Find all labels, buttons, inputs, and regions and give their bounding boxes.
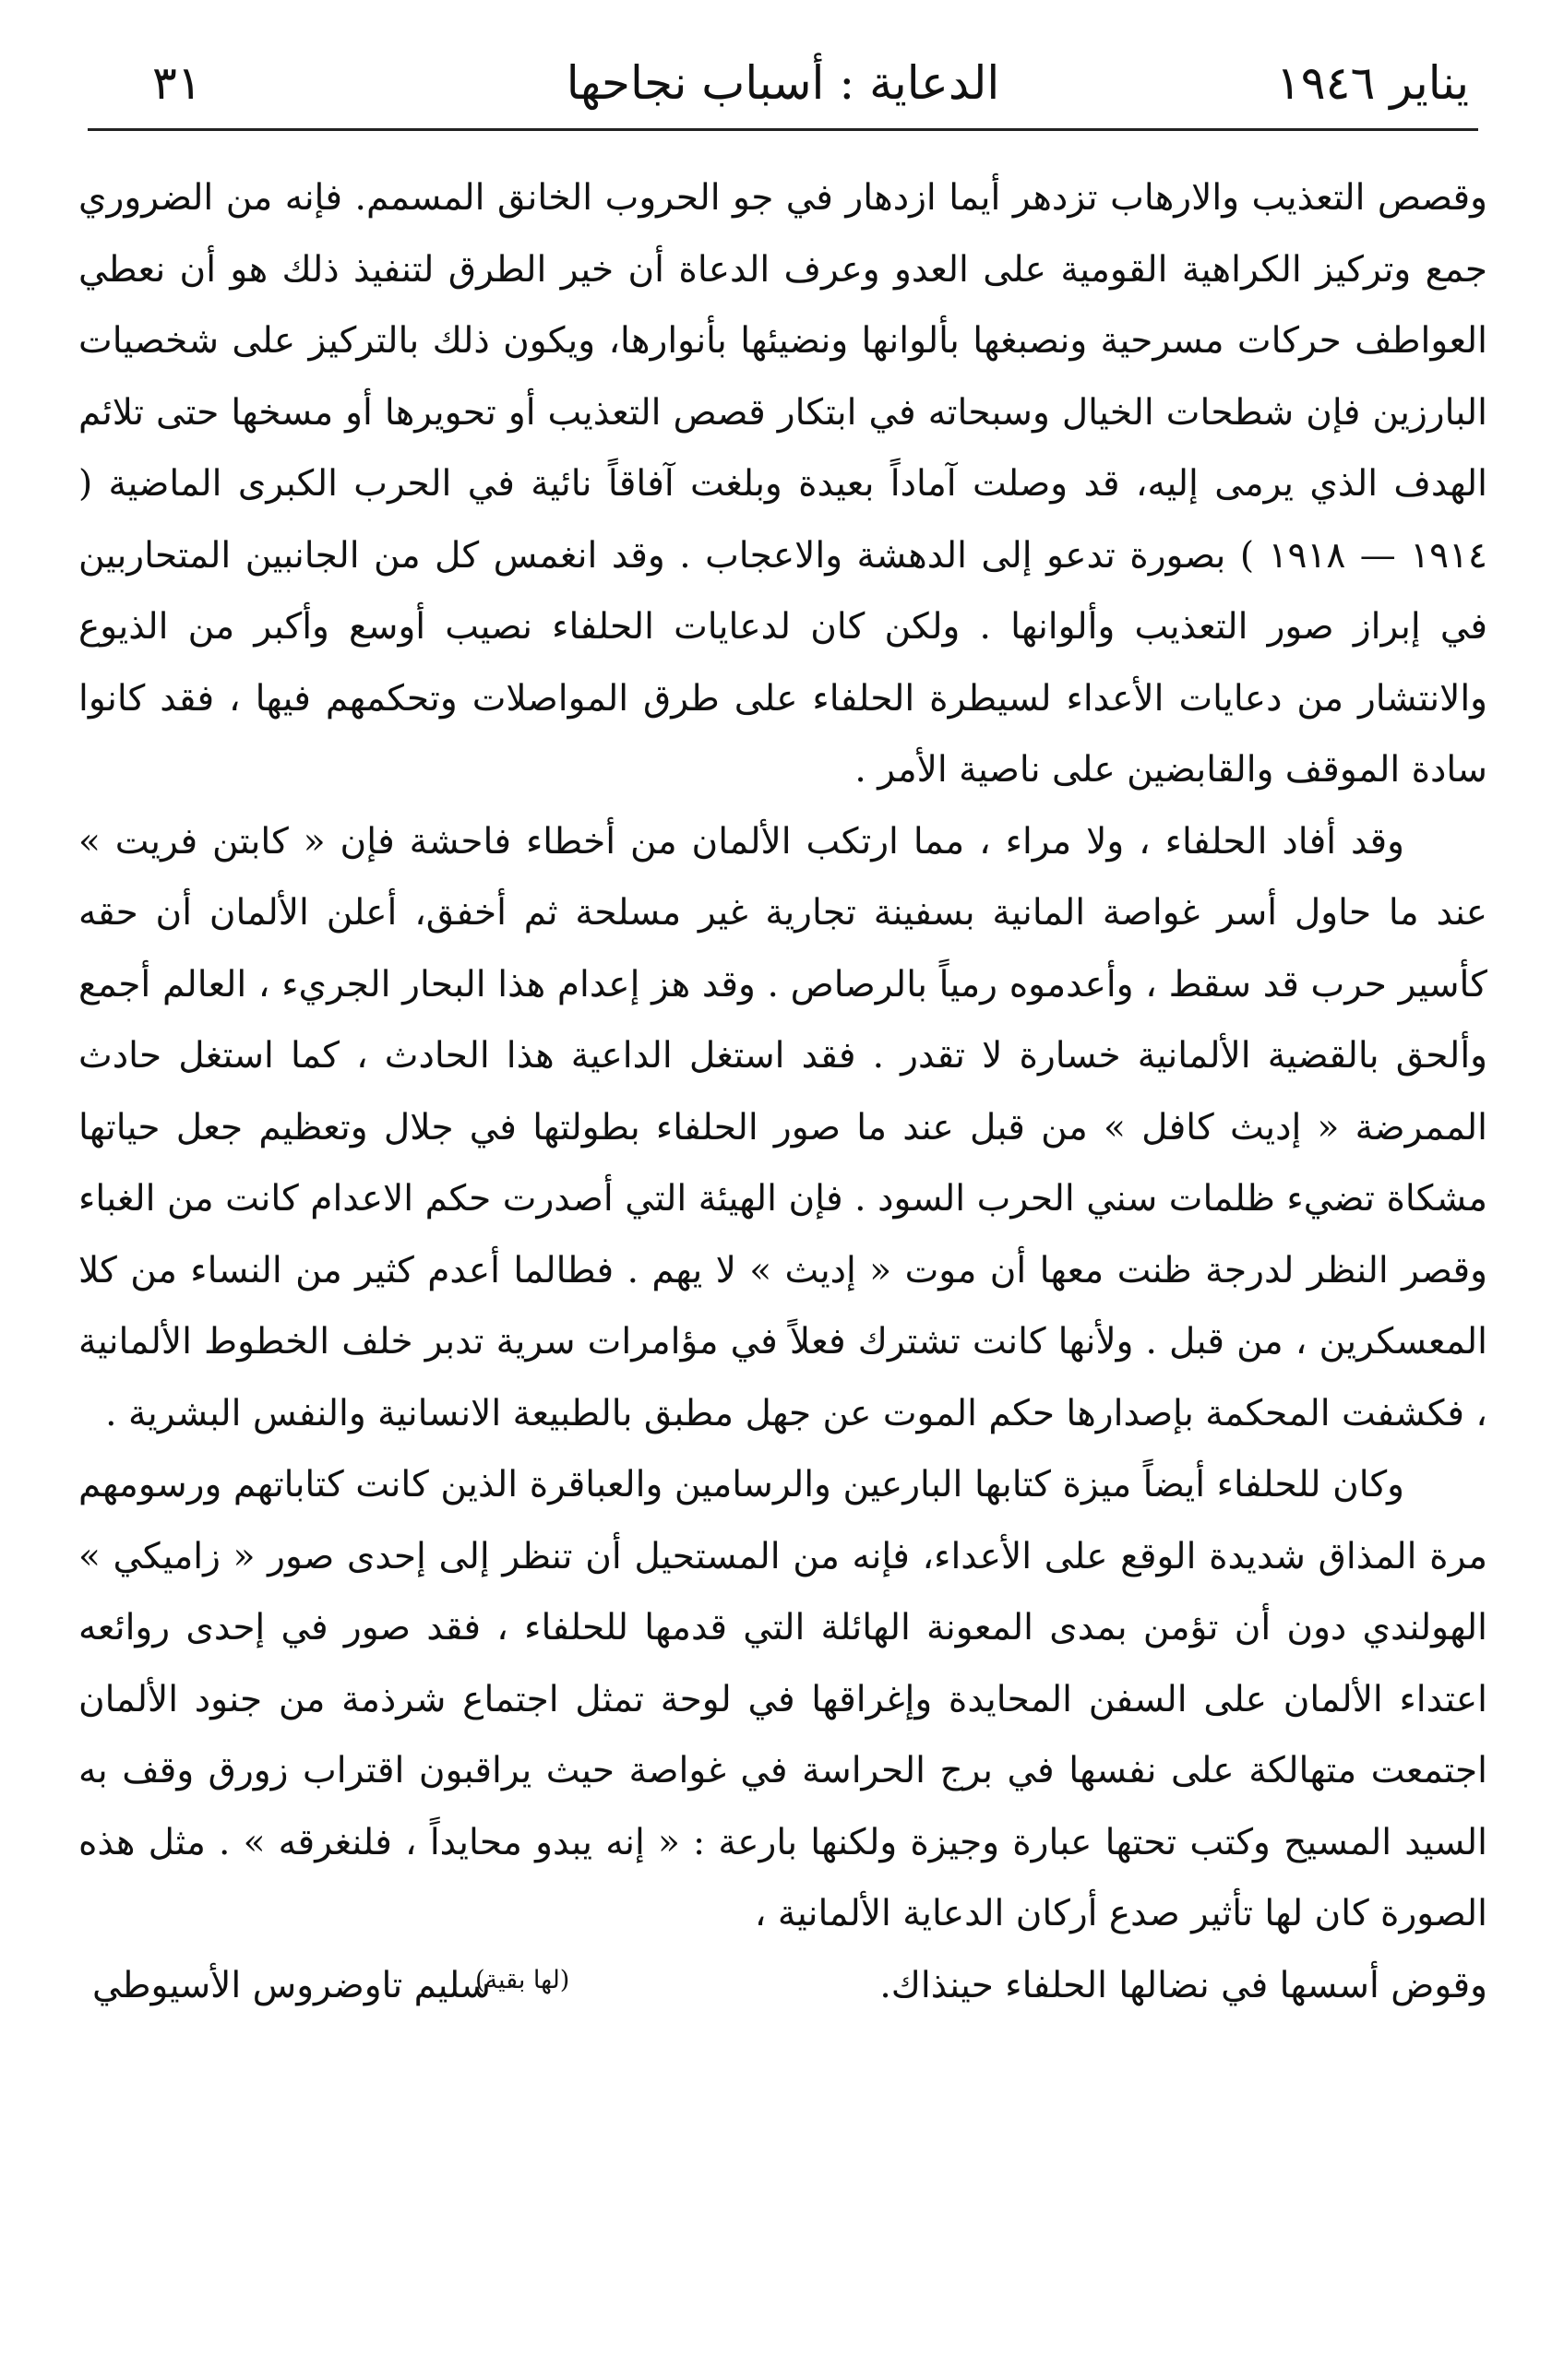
paragraph-3: وكان للحلفاء أيضاً ميزة كتابها البارعين والرسامين والعباقرة الذين كانت كتاباتهم ورسومهم مرة المذاق شديدة الوقع على الأعداء، فإنه من المستحيل أن تنظر إلى إحدى صور « زاميكي » الهولندي دون أن تؤمن بمدى المعونة الهائلة التي قدمها للحلفاء ، فقد صور في إحدى روائعه اعتداء الألمان على السفن المحايدة وإغراقها في لوحة تمثل اجتماع شرذمة من جنود الألمان اجتمعت متهالكة على نفسها في برج الحراسة في غواصة حيث يراقبون اقتراب زورق وقف به السيد المسيح وكتب تحتها عبارة وجيزة ولكنها بارعة : « إنه يبدو محايداً ، فلنغرقه » . مثل هذه الصورة كان لها تأثير صدع أركان الدعاية الألمانية ، [78,1464,1487,1934]
article-body [78,162,1487,2022]
closing-text: وقوض أسسها في نضالها الحلفاء حينذاك. [879,1964,1487,2006]
header-title: الدعاية : أسباب نجاحها [566,56,1000,110]
page-number: ٣١ [152,56,202,110]
header-rule [88,128,1478,131]
to-be-continued-note: (لها بقية) [475,1965,570,1994]
paragraph-2: وقد أفاد الحلفاء ، ولا مراء ، مما ارتكب الألمان من أخطاء فاحشة فإن « كابتن فريت » عند ما حاول أسر غواصة المانية بسفينة تجارية غير مسلحة ثم أخفق، أعلن الألمان أن حقه كأسير حرب قد سقط ، وأعدموه رمياً بالرصاص . وقد هز إعدام هذا البحار الجريء ، العالم أجمع وألحق بالقضية الألمانية خسارة لا تقدر . فقد استغل الداعية هذا الحادث ، كما استغل حادث الممرضة « إديث كافل » من قبل عند ما صور الحلفاء بطولتها في جلال وتعظيم جعل حياتها مشكاة تضيء ظلمات سني الحرب السود . فإن الهيئة التي أصدرت حكم الاعدام كانت من الغباء وقصر النظر لدرجة ظنت معها أن موت « إديث » لا يهم . فطالما أعدم كثير من النساء من كلا المعسكرين ، من قبل . ولأنها كانت تشترك فعلاً في مؤامرات سرية تدبر خلف الخطوط الألمانية ، فكشفت المحكمة بإصدارها حكم الموت عن جهل مطبق بالطبيعة الانسانية والنفس البشرية . [78,820,1487,1434]
closing-line [78,1950,1487,2022]
paragraph-1: وقصص التعذيب والارهاب تزدهر أيما ازدهار في جو الحروب الخانق المسمم. فإنه من الضروري جمع وتركيز الكراهية القومية على العدو وعرف الدعاة أن خير الطرق لتنفيذ ذلك هو أن نعطي العواطف حركات مسرحية ونصبغها بألوانها ونضيئها بأنوارها، ويكون ذلك بالتركيز على شخصيات البارزين فإن شطحات الخيال وسبحاته في ابتكار قصص التعذيب أو تحويرها أو مسخها حتى تلائم الهدف الذي يرمى إليه، قد وصلت آماداً بعيدة وبلغت آفاقاً نائية في الحرب الكبرى الماضية ( ١٩١٤ — ١٩١٨ ) بصورة تدعو إلى الدهشة والاعجاب . وقد انغمس كل من الجانبين المتحاربين في إبراز صور التعذيب وألوانها . ولكن كان لدعايات الحلفاء نصيب أوسع وأكبر من الذيوع والانتشار من دعايات الأعداء لسيطرة الحلفاء على طرق المواصلات وتحكمهم فيها ، فقد كانوا سادة الموقف والقابضين على ناصية الأمر . [78,177,1488,791]
header-date: يناير ١٩٤٦ [1275,56,1469,110]
author-name: سليم تاوضروس الأسيوطي [92,1964,491,2006]
page-header [78,37,1487,125]
